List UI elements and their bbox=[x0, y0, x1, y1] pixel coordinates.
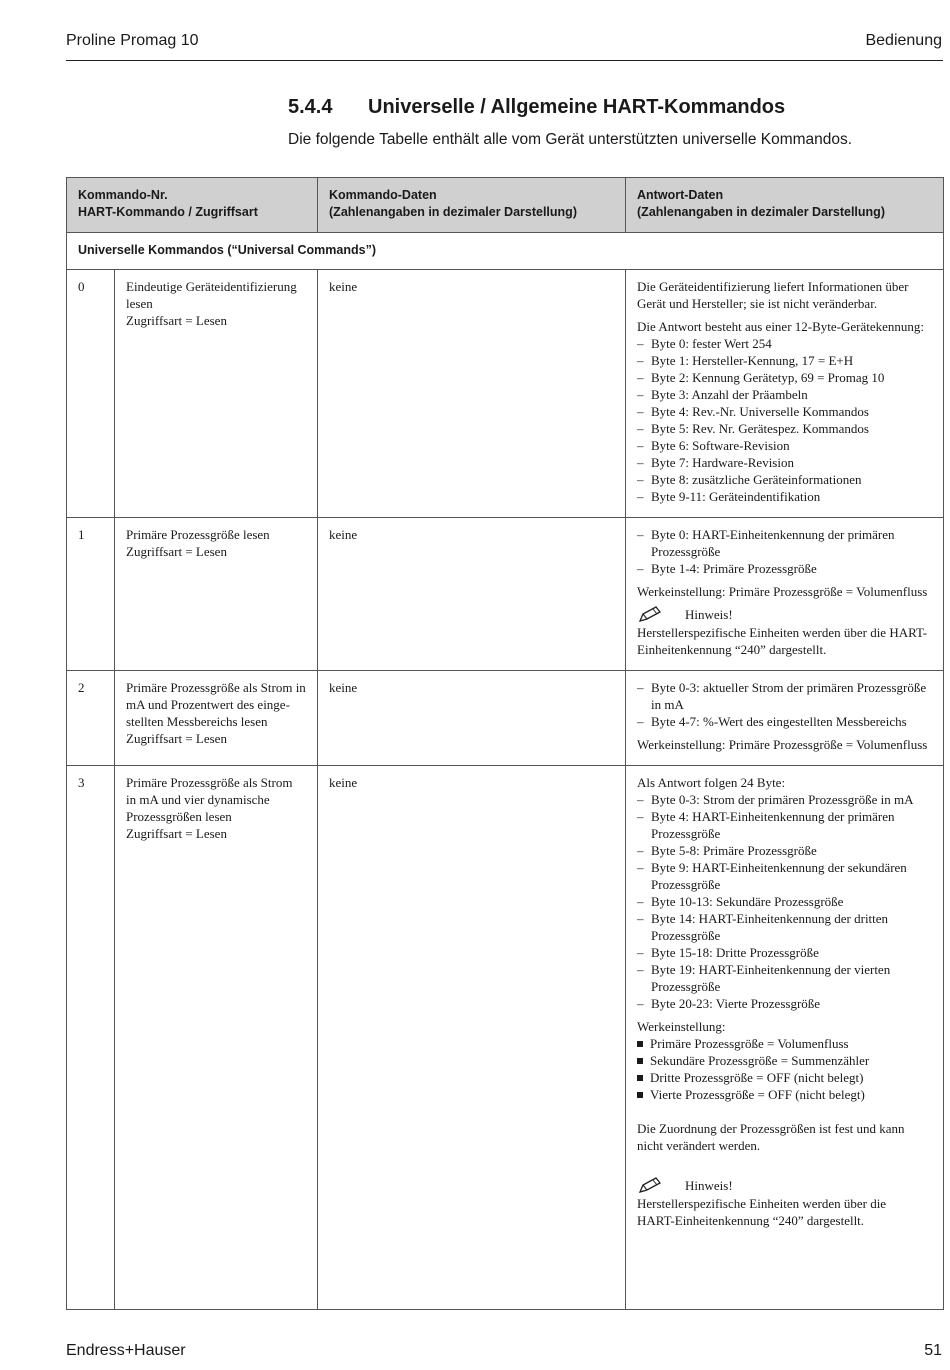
note-text: Einheitenkennung “240” dargestellt. bbox=[637, 642, 827, 657]
text-line: Zugriffsart = Lesen bbox=[126, 544, 227, 559]
bullet-item: Primäre Prozessgröße = Volumenfluss bbox=[637, 1035, 932, 1052]
text-line: in mA und vier dynamische bbox=[126, 792, 270, 807]
list-item: – Byte 19: HART-Einheitenkennung der vierten Prozessgröße bbox=[637, 962, 891, 994]
command-number: 2 bbox=[67, 671, 115, 766]
header-cell-text: Antwort-Daten bbox=[637, 188, 724, 202]
header-cell-text: (Zahlenangaben in dezimaler Darstellung) bbox=[637, 205, 885, 219]
table-row bbox=[67, 766, 944, 1310]
command-number: 0 bbox=[67, 270, 115, 518]
command-number: 3 bbox=[67, 766, 115, 1310]
note-label: Hinweis! bbox=[685, 606, 733, 622]
list-item: – Byte 3: Anzahl der Präambeln bbox=[637, 387, 808, 402]
text-line: nicht verändert werden. bbox=[637, 1138, 761, 1153]
answer-data bbox=[626, 518, 944, 671]
header-answer-data bbox=[626, 178, 944, 233]
note-text: Herstellerspezifische Einheiten werden über die HART- bbox=[637, 625, 928, 640]
header-rule bbox=[66, 60, 943, 61]
command-description bbox=[115, 766, 318, 1310]
list-item: – Byte 1: Hersteller-Kennung, 17 = E+H bbox=[637, 353, 854, 368]
pencil-icon bbox=[637, 604, 685, 624]
note-label: Hinweis! bbox=[685, 1177, 733, 1193]
list-item: – Byte 0-3: Strom der primären Prozessgröße in mA bbox=[637, 792, 914, 807]
default-setting: Werkeinstellung: Primäre Prozessgröße = Volumenfluss bbox=[637, 584, 928, 599]
list-item: – Byte 20-23: Vierte Prozessgröße bbox=[637, 996, 821, 1011]
answer-data bbox=[626, 270, 944, 518]
table-row bbox=[67, 270, 944, 518]
command-description bbox=[115, 270, 318, 518]
section-number: 5.4.4 bbox=[288, 96, 333, 118]
list-item: – Byte 0: HART-Einheitenkennung der primären Prozessgröße bbox=[637, 527, 895, 559]
list-item: – Byte 8: zusätzliche Geräteinformationen bbox=[637, 472, 862, 487]
list-item: – Byte 0-3: aktueller Strom der primären Prozessgröße in mA bbox=[637, 680, 927, 712]
bullet-icon bbox=[637, 1092, 643, 1098]
text-line: Gerät und Hersteller; sie ist nicht veränderbar. bbox=[637, 296, 878, 311]
command-number: 1 bbox=[67, 518, 115, 671]
bullet-item: Sekundäre Prozessgröße = Summenzähler bbox=[637, 1052, 932, 1069]
text-line: Eindeutige Geräteidentifizierung bbox=[126, 279, 297, 294]
list-item: – Byte 5-8: Primäre Prozessgröße bbox=[637, 843, 817, 858]
text-line: lesen bbox=[126, 296, 153, 311]
text-line: Prozessgrößen lesen bbox=[126, 809, 232, 824]
list-item: – Byte 4: HART-Einheitenkennung der primären Prozessgröße bbox=[637, 809, 895, 841]
note-heading bbox=[637, 604, 932, 624]
command-data: keine bbox=[318, 766, 626, 1310]
text-line: Zugriffsart = Lesen bbox=[126, 731, 227, 746]
text-line: Als Antwort folgen 24 Byte: bbox=[637, 775, 786, 790]
bullet-icon bbox=[637, 1058, 643, 1064]
pencil-icon bbox=[637, 1175, 685, 1195]
table-row bbox=[67, 518, 944, 671]
section-intro: Die folgende Tabelle enthält alle vom Gerät unterstützten universelle Kommandos. bbox=[288, 131, 853, 148]
list-item: – Byte 2: Kennung Gerätetyp, 69 = Promag 10 bbox=[637, 370, 885, 385]
bullet-item: Vierte Prozessgröße = OFF (nicht belegt) bbox=[637, 1086, 932, 1103]
header-cell-text: Kommando-Nr. bbox=[78, 188, 168, 202]
text-line: Die Antwort besteht aus einer 12-Byte-Gerätekennung: bbox=[637, 319, 925, 334]
note-heading bbox=[637, 1175, 932, 1195]
universal-commands-subheader: Universelle Kommandos (“Universal Commands”) bbox=[67, 233, 944, 270]
list-item: – Byte 4-7: %-Wert des eingestellten Messbereichs bbox=[637, 714, 907, 729]
text-line: Primäre Prozessgröße als Strom in bbox=[126, 680, 306, 695]
header-chapter: Bedienung bbox=[865, 32, 942, 49]
text-line: mA und Prozentwert des einge- bbox=[126, 697, 290, 712]
command-description bbox=[115, 671, 318, 766]
list-item: – Byte 7: Hardware-Revision bbox=[637, 455, 794, 470]
header-cell-text: (Zahlenangaben in dezimaler Darstellung) bbox=[329, 205, 577, 219]
list-item: – Byte 6: Software-Revision bbox=[637, 438, 790, 453]
footer-company: Endress+Hauser bbox=[66, 1342, 186, 1359]
header-command-data bbox=[318, 178, 626, 233]
header-cell-text: HART-Kommando / Zugriffsart bbox=[78, 205, 258, 219]
default-setting: Werkeinstellung: Primäre Prozessgröße = Volumenfluss bbox=[637, 737, 928, 752]
section-title: Universelle / Allgemeine HART-Kommandos bbox=[368, 96, 786, 118]
list-item: – Byte 0: fester Wert 254 bbox=[637, 336, 772, 351]
section-heading bbox=[288, 96, 785, 119]
text-line: Primäre Prozessgröße als Strom bbox=[126, 775, 293, 790]
text-line: stellten Messbereichs lesen bbox=[126, 714, 268, 729]
answer-data bbox=[626, 766, 944, 1310]
command-data: keine bbox=[318, 270, 626, 518]
text-line: Primäre Prozessgröße lesen bbox=[126, 527, 270, 542]
hart-commands-table bbox=[66, 177, 944, 1310]
header-title: Proline Promag 10 bbox=[66, 32, 199, 49]
text-line: Zugriffsart = Lesen bbox=[126, 826, 227, 841]
command-description bbox=[115, 518, 318, 671]
list-item: – Byte 9-11: Geräteindentifikation bbox=[637, 489, 821, 504]
text-line: Die Zuordnung der Prozessgrößen ist fest und kann bbox=[637, 1121, 905, 1136]
page-number: 51 bbox=[924, 1342, 942, 1359]
command-data: keine bbox=[318, 671, 626, 766]
list-item: – Byte 5: Rev. Nr. Gerätespez. Kommandos bbox=[637, 421, 869, 436]
list-item: – Byte 10-13: Sekundäre Prozessgröße bbox=[637, 894, 844, 909]
text-line: Zugriffsart = Lesen bbox=[126, 313, 227, 328]
list-item: – Byte 1-4: Primäre Prozessgröße bbox=[637, 561, 817, 576]
table-subheader-row bbox=[67, 233, 944, 270]
note-text: Herstellerspezifische Einheiten werden über die bbox=[637, 1196, 887, 1211]
table-row bbox=[67, 671, 944, 766]
bullet-icon bbox=[637, 1041, 643, 1047]
table-header-row bbox=[67, 178, 944, 233]
list-item: – Byte 14: HART-Einheitenkennung der dritten Prozessgröße bbox=[637, 911, 889, 943]
command-data: keine bbox=[318, 518, 626, 671]
list-item: – Byte 4: Rev.-Nr. Universelle Kommandos bbox=[637, 404, 869, 419]
default-setting-label: Werkeinstellung: bbox=[637, 1019, 726, 1034]
note-text: HART-Einheitenkennung “240” dargestellt. bbox=[637, 1213, 865, 1228]
list-item: – Byte 9: HART-Einheitenkennung der sekundären Prozessgröße bbox=[637, 860, 907, 892]
answer-data bbox=[626, 671, 944, 766]
list-item: – Byte 15-18: Dritte Prozessgröße bbox=[637, 945, 819, 960]
bullet-item: Dritte Prozessgröße = OFF (nicht belegt) bbox=[637, 1069, 932, 1086]
header-command-no bbox=[67, 178, 318, 233]
text-line: Die Geräteidentifizierung liefert Informationen über bbox=[637, 279, 909, 294]
header-cell-text: Kommando-Daten bbox=[329, 188, 437, 202]
bullet-icon bbox=[637, 1075, 643, 1081]
